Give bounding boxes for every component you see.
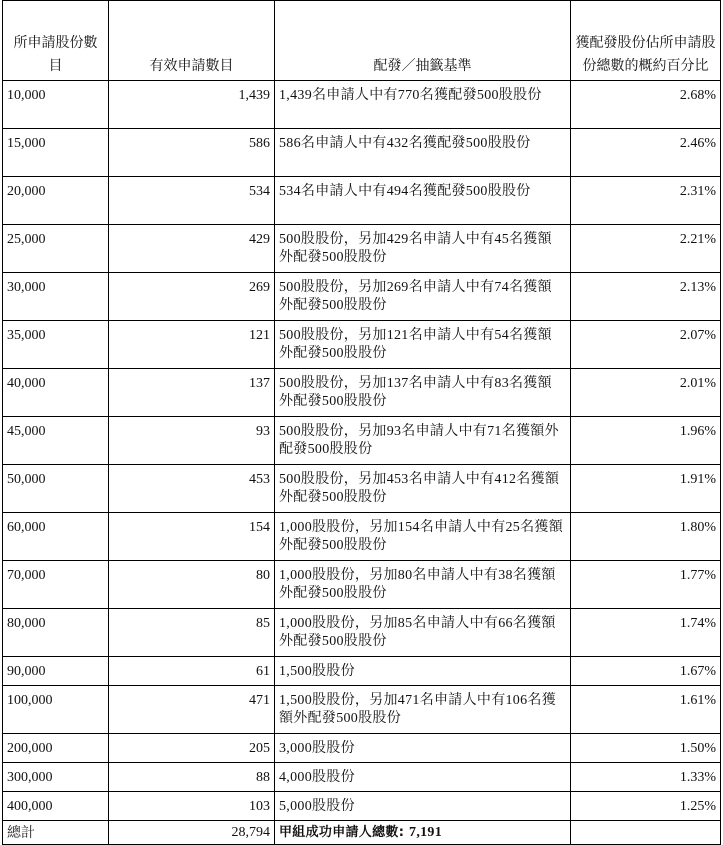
allocation-basis-cell: 1,500股股份 — [275, 657, 571, 686]
valid-applications-cell: 121 — [109, 321, 275, 369]
header-valid-applications: 有效申請數目 — [109, 1, 275, 81]
percentage-cell: 2.31% — [571, 177, 721, 225]
applied-shares-cell: 20,000 — [3, 177, 109, 225]
applied-shares-cell: 80,000 — [3, 609, 109, 657]
header-allocation-basis: 配發／抽籤基準 — [275, 1, 571, 81]
applied-shares-cell: 50,000 — [3, 465, 109, 513]
valid-applications-cell: 85 — [109, 609, 275, 657]
allocation-basis-cell: 500股股份，另加137名申請人中有83名獲額外配發500股股份 — [275, 369, 571, 417]
allocation-basis-cell: 1,439名申請人中有770名獲配發500股股份 — [275, 81, 571, 129]
total-successful-count: 7,191 — [409, 825, 443, 840]
percentage-cell: 1.80% — [571, 513, 721, 561]
applied-shares-cell: 400,000 — [3, 792, 109, 821]
table-row — [3, 686, 721, 734]
applied-shares-cell: 70,000 — [3, 561, 109, 609]
table-row — [3, 792, 721, 821]
table-row — [3, 513, 721, 561]
total-successful-label: 甲組成功申請人總數: — [279, 825, 405, 840]
table-row — [3, 129, 721, 177]
allocation-basis-cell: 3,000股股份 — [275, 734, 571, 763]
valid-applications-cell: 453 — [109, 465, 275, 513]
percentage-cell: 2.68% — [571, 81, 721, 129]
percentage-cell: 2.13% — [571, 273, 721, 321]
percentage-cell: 1.74% — [571, 609, 721, 657]
applied-shares-cell: 25,000 — [3, 225, 109, 273]
allocation-basis-cell: 500股股份，另加121名申請人中有54名獲額外配發500股股份 — [275, 321, 571, 369]
valid-applications-cell: 205 — [109, 734, 275, 763]
table-row — [3, 417, 721, 465]
table-row — [3, 734, 721, 763]
applied-shares-cell: 100,000 — [3, 686, 109, 734]
allocation-basis-cell: 586名申請人中有432名獲配發500股股份 — [275, 129, 571, 177]
applied-shares-cell: 45,000 — [3, 417, 109, 465]
percentage-cell: 1.96% — [571, 417, 721, 465]
applied-shares-cell: 90,000 — [3, 657, 109, 686]
allocation-basis-cell: 500股股份，另加453名申請人中有412名獲額外配發500股股份 — [275, 465, 571, 513]
applied-shares-cell: 60,000 — [3, 513, 109, 561]
header-approx-percentage: 獲配發股份佔所申請股份總數的概約百分比 — [571, 1, 721, 81]
valid-applications-cell: 586 — [109, 129, 275, 177]
applied-shares-cell: 300,000 — [3, 763, 109, 792]
table-row — [3, 369, 721, 417]
table-row — [3, 763, 721, 792]
allocation-basis-cell: 1,000股股份，另加154名申請人中有25名獲額外配發500股股份 — [275, 513, 571, 561]
allocation-table — [2, 0, 721, 845]
valid-applications-cell: 93 — [109, 417, 275, 465]
valid-applications-cell: 80 — [109, 561, 275, 609]
table-row — [3, 273, 721, 321]
allocation-basis-cell: 1,000股股份，另加80名申請人中有38名獲額外配發500股股份 — [275, 561, 571, 609]
percentage-cell: 2.46% — [571, 129, 721, 177]
table-body — [3, 81, 721, 821]
applied-shares-cell: 30,000 — [3, 273, 109, 321]
applied-shares-cell: 40,000 — [3, 369, 109, 417]
allocation-basis-cell: 534名申請人中有494名獲配發500股股份 — [275, 177, 571, 225]
applied-shares-cell: 10,000 — [3, 81, 109, 129]
percentage-cell: 1.77% — [571, 561, 721, 609]
table-row — [3, 609, 721, 657]
table-row — [3, 177, 721, 225]
applied-shares-cell: 15,000 — [3, 129, 109, 177]
percentage-cell: 1.33% — [571, 763, 721, 792]
applied-shares-cell: 200,000 — [3, 734, 109, 763]
header-applied-shares: 所申請股份數目 — [3, 1, 109, 81]
allocation-basis-cell: 500股股份，另加429名申請人中有45名獲額外配發500股股份 — [275, 225, 571, 273]
percentage-cell: 1.61% — [571, 686, 721, 734]
allocation-basis-cell: 500股股份，另加269名申請人中有74名獲額外配發500股股份 — [275, 273, 571, 321]
valid-applications-cell: 471 — [109, 686, 275, 734]
allocation-basis-cell: 1,500股股份，另加471名申請人中有106名獲額外配發500股股份 — [275, 686, 571, 734]
table-row — [3, 321, 721, 369]
table-row — [3, 465, 721, 513]
percentage-cell: 2.21% — [571, 225, 721, 273]
valid-applications-cell: 154 — [109, 513, 275, 561]
percentage-cell: 1.91% — [571, 465, 721, 513]
table-row — [3, 81, 721, 129]
valid-applications-cell: 429 — [109, 225, 275, 273]
percentage-cell: 1.50% — [571, 734, 721, 763]
table-row — [3, 561, 721, 609]
allocation-basis-cell: 4,000股股份 — [275, 763, 571, 792]
valid-applications-cell: 61 — [109, 657, 275, 686]
allocation-basis-cell: 1,000股股份，另加85名申請人中有66名獲額外配發500股股份 — [275, 609, 571, 657]
percentage-cell: 1.25% — [571, 792, 721, 821]
table-row — [3, 657, 721, 686]
allocation-basis-cell: 5,000股股份 — [275, 792, 571, 821]
valid-applications-cell: 103 — [109, 792, 275, 821]
total-applications: 28,794 — [109, 821, 275, 845]
applied-shares-cell: 35,000 — [3, 321, 109, 369]
valid-applications-cell: 137 — [109, 369, 275, 417]
table-header-row — [3, 1, 721, 81]
valid-applications-cell: 269 — [109, 273, 275, 321]
allocation-basis-cell: 500股股份，另加93名申請人中有71名獲額外配發500股股份 — [275, 417, 571, 465]
percentage-cell: 1.67% — [571, 657, 721, 686]
percentage-cell: 2.01% — [571, 369, 721, 417]
valid-applications-cell: 88 — [109, 763, 275, 792]
percentage-cell: 2.07% — [571, 321, 721, 369]
table-row — [3, 225, 721, 273]
valid-applications-cell: 534 — [109, 177, 275, 225]
valid-applications-cell: 1,439 — [109, 81, 275, 129]
total-label: 總計 — [3, 821, 109, 845]
